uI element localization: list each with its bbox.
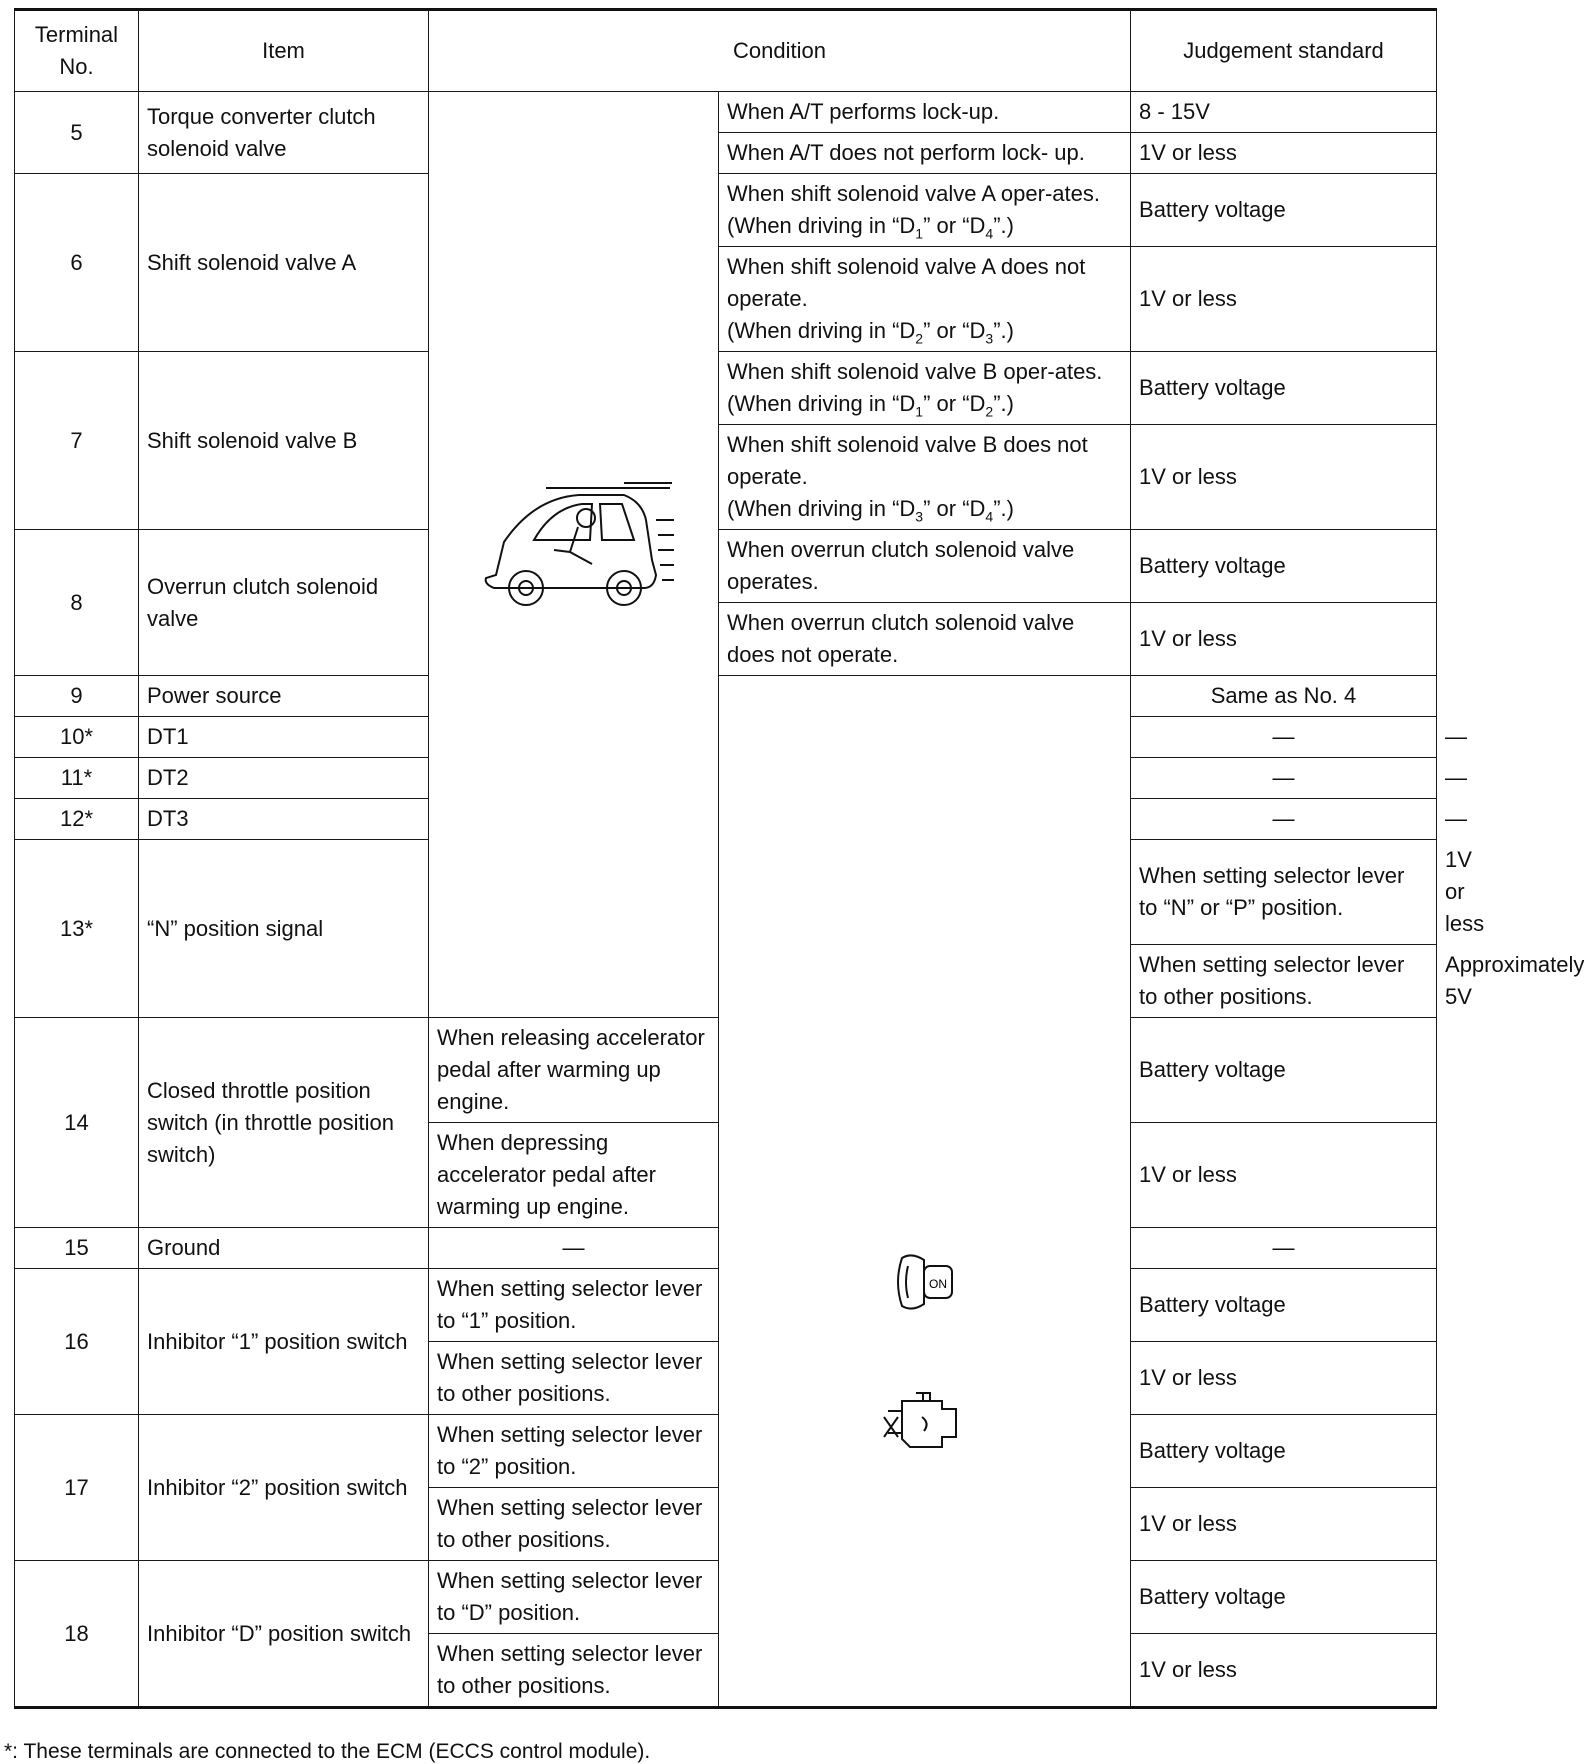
condition-note: (When driving in “$D_2$” or “$D_3$”.) <box>727 318 1014 347</box>
table-row <box>15 92 1437 133</box>
item-name: DT2 <box>139 758 429 799</box>
terminal-no: 14 <box>15 1018 139 1228</box>
engine-running-icon <box>880 1387 970 1457</box>
condition-text: When A/T performs lock-up. <box>719 92 1131 133</box>
ignition-condition-cell <box>719 676 1131 1708</box>
item-name: Inhibitor “D” position switch <box>139 1561 429 1708</box>
terminal-table-sheet <box>14 8 1584 1709</box>
header-item: Item <box>139 10 429 92</box>
terminal-no: 7 <box>15 352 139 530</box>
ignition-label: ON <box>928 1277 947 1291</box>
item-name: Inhibitor “1” position switch <box>139 1269 429 1415</box>
table-row: 12* DT3 — — <box>15 799 1437 840</box>
condition-text: When shift solenoid valve B does not operate. <box>727 432 1088 489</box>
item-name: Inhibitor “2” position switch <box>139 1415 429 1561</box>
judgement-value: 1V or less <box>1131 425 1437 530</box>
condition-text: When setting selector lever to other positions. <box>429 1634 719 1708</box>
judgement-value: Battery voltage <box>1131 1018 1437 1123</box>
condition-text: When setting selector lever to other positions. <box>429 1342 719 1415</box>
table-row: 10* DT1 — — <box>15 717 1437 758</box>
condition-cell <box>719 425 1131 530</box>
header-terminal: Terminal No. <box>15 10 139 92</box>
car-driving-icon <box>474 480 674 620</box>
table-row: When setting selector lever to other positions. Approximately 5V <box>15 945 1437 1018</box>
condition-cell <box>719 352 1131 425</box>
header-judgement: Judgement standard <box>1131 10 1437 92</box>
condition-same-as: Same as No. 4 <box>1131 676 1437 717</box>
judgement-value: Battery voltage <box>1131 1561 1437 1634</box>
judgement-value: 1V or less <box>1131 247 1437 352</box>
condition-text: When shift solenoid valve A oper-ates. <box>727 181 1100 206</box>
condition-text: When releasing accelerator pedal after warming up engine. <box>429 1018 719 1123</box>
driving-condition-cell <box>429 92 719 1018</box>
terminal-table <box>14 8 1584 1709</box>
terminal-no: 8 <box>15 530 139 676</box>
judgement-value: 1V or less <box>1131 603 1437 676</box>
condition-text: — <box>429 1228 719 1269</box>
terminal-no: 16 <box>15 1269 139 1415</box>
condition-cell <box>719 174 1131 247</box>
condition-text: When setting selector lever to other positions. <box>429 1488 719 1561</box>
item-name: Shift solenoid valve A <box>139 174 429 352</box>
judgement-value: 1V or less <box>1131 1123 1437 1228</box>
condition-note: (When driving in “$D_3$” or “$D_4$”.) <box>727 496 1014 525</box>
terminal-no: 15 <box>15 1228 139 1269</box>
judgement-value: — <box>1131 1228 1437 1269</box>
table-header <box>15 10 1437 92</box>
table-row <box>15 352 1437 425</box>
item-name: Ground <box>139 1228 429 1269</box>
item-name: DT1 <box>139 717 429 758</box>
condition-text: When setting selector lever to “1” position. <box>429 1269 719 1342</box>
condition-note: (When driving in “$D_1$” or “$D_4$”.) <box>727 213 1014 242</box>
condition-note: (When driving in “$D_1$” or “$D_2$”.) <box>727 391 1014 420</box>
terminal-no: 5 <box>15 92 139 174</box>
condition-text: When shift solenoid valve A does not operate. <box>727 254 1086 311</box>
item-name: Closed throttle position switch (in throttle position switch) <box>139 1018 429 1228</box>
condition-text: When overrun clutch solenoid valve does not operate. <box>719 603 1131 676</box>
item-name: Shift solenoid valve B <box>139 352 429 530</box>
condition-text: — <box>1131 758 1437 799</box>
judgement-value: 8 - 15V <box>1131 92 1437 133</box>
condition-text: When setting selector lever to “D” position. <box>429 1561 719 1634</box>
terminal-no: 6 <box>15 174 139 352</box>
terminal-no: 13* <box>15 840 139 1018</box>
item-name: Torque converter clutch solenoid valve <box>139 92 429 174</box>
table-row <box>15 174 1437 247</box>
terminal-no: 10* <box>15 717 139 758</box>
judgement-value: 1V or less <box>1131 1342 1437 1415</box>
header-condition: Condition <box>429 10 1131 92</box>
condition-cell <box>719 247 1131 352</box>
judgement-value: Battery voltage <box>1131 352 1437 425</box>
terminal-no: 17 <box>15 1415 139 1561</box>
terminal-no: 11* <box>15 758 139 799</box>
condition-text: When setting selector lever to “N” or “P” position. <box>1131 840 1437 945</box>
ignition-on-icon <box>890 1246 960 1318</box>
table-row: 11* DT2 — — <box>15 758 1437 799</box>
condition-text: — <box>1131 717 1437 758</box>
item-name: Overrun clutch solenoid valve <box>139 530 429 676</box>
condition-text: When shift solenoid valve B oper-ates. <box>727 359 1103 384</box>
judgement-value: Battery voltage <box>1131 530 1437 603</box>
terminal-no: 12* <box>15 799 139 840</box>
judgement-value: Battery voltage <box>1131 174 1437 247</box>
judgement-value: 1V or less <box>1131 1634 1437 1708</box>
condition-text: When A/T does not perform lock- up. <box>719 133 1131 174</box>
table-row: 13* “N” position signal When setting selector lever to “N” or “P” position. 1V or less <box>15 840 1437 945</box>
judgement-value: Battery voltage <box>1131 1269 1437 1342</box>
terminal-no: 9 <box>15 676 139 717</box>
condition-text: When overrun clutch solenoid valve operates. <box>719 530 1131 603</box>
item-name: DT3 <box>139 799 429 840</box>
item-name: “N” position signal <box>139 840 429 1018</box>
footnote: *: These terminals are connected to the ECM (ECCS control module). <box>4 1740 651 1763</box>
condition-text: — <box>1131 799 1437 840</box>
condition-text: When setting selector lever to other positions. <box>1131 945 1437 1018</box>
table-row <box>15 530 1437 603</box>
judgement-value: 1V or less <box>1131 1488 1437 1561</box>
judgement-value: Battery voltage <box>1131 1415 1437 1488</box>
table-row <box>15 676 1437 717</box>
terminal-no: 18 <box>15 1561 139 1708</box>
condition-text: When depressing accelerator pedal after warming up engine. <box>429 1123 719 1228</box>
judgement-value: 1V or less <box>1131 133 1437 174</box>
item-name: Power source <box>139 676 429 717</box>
condition-text: When setting selector lever to “2” position. <box>429 1415 719 1488</box>
